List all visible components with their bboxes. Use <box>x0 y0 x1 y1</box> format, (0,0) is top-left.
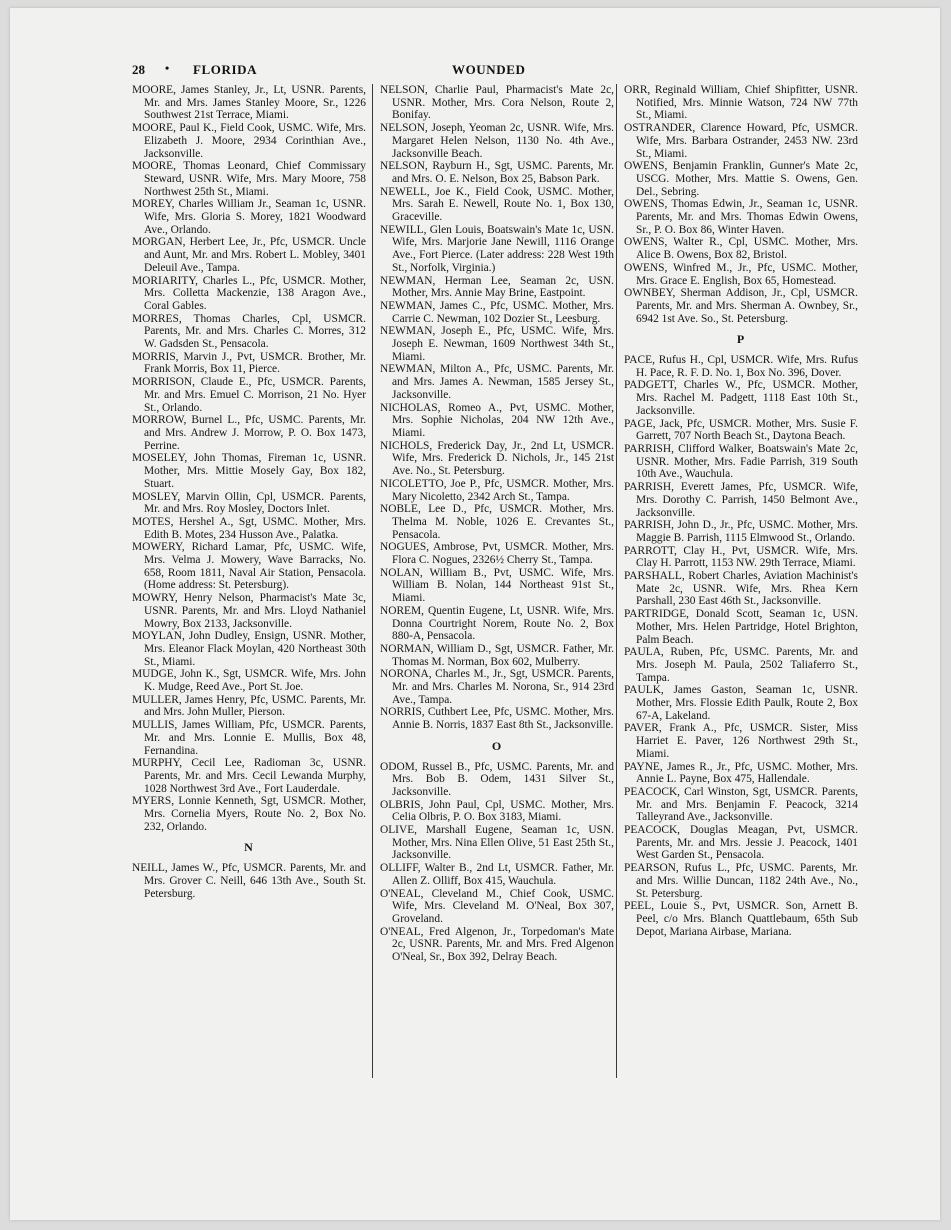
casualty-entry: NORRIS, Cuthbert Lee, Pfc, USMC. Mother, Mrs. Annie B. Norris, 1837 East 8th St., Jacksonville. <box>380 706 614 732</box>
casualty-entry: MORRIS, Marvin J., Pvt, USMCR. Brother, Mr. Frank Morris, Box 11, Pierce. <box>132 350 366 376</box>
casualty-entry: NEWMAN, Milton A., Pfc, USMC. Parents, Mr. and Mrs. James A. Newman, 1585 Jersey St., Jacksonville. <box>380 363 614 401</box>
casualty-entry: NOBLE, Lee D., Pfc, USMCR. Mother, Mrs. Thelma M. Noble, 1026 E. Crevantes St., Pensacola. <box>380 503 614 541</box>
casualty-entry: OLLIFF, Walter B., 2nd Lt, USMCR. Father, Mr. Allen Z. Olliff, Box 415, Wauchula. <box>380 862 614 887</box>
page-number: 28 <box>132 62 145 77</box>
casualty-entry: NICOLETTO, Joe P., Pfc, USMCR. Mother, Mrs. Mary Nicoletto, 2342 Arch St., Tampa. <box>380 477 614 503</box>
casualty-entry: NEWELL, Joe K., Field Cook, USMC. Mother, Mrs. Sarah E. Newell, Route No. 1, Box 130, Graceville. <box>380 185 614 224</box>
column-2 <box>380 84 614 964</box>
casualty-entry: NEILL, James W., Pfc, USMCR. Parents, Mr. and Mrs. Grover C. Neill, 646 13th Ave., South St. Petersburg. <box>132 862 366 900</box>
casualty-entry: PACE, Rufus H., Cpl, USMCR. Wife, Mrs. Rufus H. Pace, R. F. D. No. 1, Box No. 396, Dover. <box>624 354 858 379</box>
casualty-entry: PAULK, James Gaston, Seaman 1c, USNR. Mother, Mrs. Flossie Edith Paulk, Route 2, Box 67-A, Lakeland. <box>624 684 858 722</box>
section-letter: O <box>491 738 503 753</box>
casualty-entry: NELSON, Joseph, Yeoman 2c, USNR. Wife, Mrs. Margaret Helen Nelson, 1130 No. 4th Ave., Jacksonville Beach. <box>380 122 614 160</box>
casualty-entry: O'NEAL, Cleveland M., Chief Cook, USMC. Wife, Mrs. Cleveland M. O'Neal, Box 307, Groveland. <box>380 887 614 925</box>
casualty-entry: MOTES, Hershel A., Sgt, USMC. Mother, Mrs. Edith B. Motes, 234 Husson Ave., Palatka. <box>132 515 366 541</box>
column-divider <box>616 84 617 1078</box>
casualty-entry: PAYNE, James R., Jr., Pfc, USMC. Mother, Mrs. Annie L. Payne, Box 475, Hallendale. <box>624 760 858 786</box>
state-heading: FLORIDA <box>193 62 258 77</box>
casualty-entry: ODOM, Russel B., Pfc, USMC. Parents, Mr. and Mrs. Bob B. Odem, 1431 Silver St., Jacksonville. <box>380 760 614 798</box>
casualty-entry: NOLAN, William B., Pvt, USMC. Wife, Mrs. William B. Nolan, 144 Northeast 91st St., Miami. <box>380 566 614 605</box>
column-1 <box>132 84 366 900</box>
casualty-entry: MOORE, Thomas Leonard, Chief Commissary Steward, USNR. Wife, Mrs. Mary Moore, 758 Northwest 25th St., Miami. <box>132 160 366 198</box>
casualty-entry: PEEL, Louie S., Pvt, USMCR. Son, Arnett B. Peel, c/o Mrs. Blanch Quattlebaum, 65th Sub Depot, Mariana Airbase, Mariana. <box>624 900 858 938</box>
casualty-entry: MOORE, Paul K., Field Cook, USMC. Wife, Mrs. Elizabeth J. Moore, 2934 Corinthian Ave., Jacksonville. <box>132 122 366 160</box>
casualty-entry: MOWERY, Richard Lamar, Pfc, USMC. Wife, Mrs. Velma J. Mowery, Wave Barracks, No. 658, Room 1811, Naval Air Station, Pensacola. (Home address: St. Petersburg). <box>132 541 366 592</box>
casualty-entry: MOORE, James Stanley, Jr., Lt, USNR. Parents, Mr. and Mrs. James Stanley Moore, Sr., 1226 Southwest 21st Terrace, Miami. <box>132 84 366 122</box>
casualty-entry: OLBRIS, John Paul, Cpl, USMC. Mother, Mrs. Celia Olbris, P. O. Box 3183, Miami. <box>380 798 614 824</box>
casualty-entry: PAVER, Frank A., Pfc, USMCR. Sister, Miss Harriet E. Paver, 126 Northwest 29th St., Miami. <box>624 722 858 760</box>
casualty-entry: NEWMAN, Herman Lee, Seaman 2c, USN. Mother, Mrs. Annie May Brine, Eastpoint. <box>380 274 614 300</box>
section-heading: WOUNDED <box>452 62 526 77</box>
casualty-entry: NOREM, Quentin Eugene, Lt, USNR. Wife, Mrs. Donna Courtright Norem, Route No. 2, Box 880-A, Pensacola. <box>380 604 614 643</box>
section-letter: N <box>244 840 254 855</box>
casualty-entry: PARRISH, John D., Jr., Pfc, USMC. Mother, Mrs. Maggie B. Parrish, 1115 Elmwood St., Orlando. <box>624 519 858 544</box>
casualty-entry: PARSHALL, Robert Charles, Aviation Machinist's Mate 2c, USNR. Wife, Mrs. Rhea Kern Parshall, 230 East 46th St., Jacksonville. <box>624 570 858 608</box>
casualty-entry: NEWMAN, James C., Pfc, USMC. Mother, Mrs. Carrie C. Newman, 102 Dozier St., Leesburg. <box>380 299 614 325</box>
casualty-entry: MORRISON, Claude E., Pfc, USMCR. Parents, Mr. and Mrs. Emuel C. Morrison, 21 No. Hyer St., Orlando. <box>132 376 366 414</box>
casualty-entry: MORROW, Burnel L., Pfc, USMC. Parents, Mr. and Mrs. Andrew J. Morrow, P. O. Box 1473, Perrine. <box>132 414 366 452</box>
casualty-entry: OWENS, Walter R., Cpl, USMC. Mother, Mrs. Alice B. Owens, Box 82, Bristol. <box>624 236 858 262</box>
casualty-entry: MOSELEY, John Thomas, Fireman 1c, USNR. Mother, Mrs. Mittie Mosely Gay, Box 182, Stuart. <box>132 452 366 490</box>
casualty-entry: OWNBEY, Sherman Addison, Jr., Cpl, USMCR. Parents, Mr. and Mrs. Sherman A. Ownbey, Sr., 6942 1st Ave. So., St. Petersburg. <box>624 287 858 325</box>
casualty-entry: O'NEAL, Fred Algenon, Jr., Torpedoman's Mate 2c, USNR. Parents, Mr. and Mrs. Fred Algenon O'Neal, Sr., Box 392, Delray Beach. <box>380 925 614 964</box>
casualty-entry: NORONA, Charles M., Jr., Sgt, USMCR. Parents, Mr. and Mrs. Charles M. Norona, Sr., 914 23rd Ave., Tampa. <box>380 668 614 706</box>
casualty-entry: MULLER, James Henry, Pfc, USMC. Parents, Mr. and Mrs. John Muller, Pierson. <box>132 693 366 719</box>
column-3 <box>624 84 858 938</box>
casualty-entry: PEARSON, Rufus L., Pfc, USMC. Parents, Mr. and Mrs. Willie Duncan, 1182 24th Ave., No., St. Petersburg. <box>624 862 858 900</box>
casualty-entry: PEACOCK, Douglas Meagan, Pvt, USMCR. Parents, Mr. and Mrs. Jessie J. Peacock, 1401 West Garden St., Pensacola. <box>624 824 858 862</box>
casualty-entry: NICHOLAS, Romeo A., Pvt, USMC. Mother, Mrs. Sophie Nicholas, 204 NW 12th Ave., Miami. <box>380 401 614 439</box>
casualty-entry: NICHOLS, Frederick Day, Jr., 2nd Lt, USMCR. Wife, Mrs. Frederick D. Nichols, Jr., 145 21st Ave. No., St. Petersburg. <box>380 439 614 478</box>
casualty-entry: PAULA, Ruben, Pfc, USMC. Parents, Mr. and Mrs. Joseph M. Paula, 2502 Taliaferro St., Tampa. <box>624 646 858 684</box>
casualty-entry: PARROTT, Clay H., Pvt, USMCR. Wife, Mrs. Clay H. Parrott, 1153 NW. 29th Terrace, Miami. <box>624 544 858 570</box>
casualty-entry: MYERS, Lonnie Kenneth, Sgt, USMCR. Mother, Mrs. Cornelia Myers, Route No. 2, Box No. 232, Orlando. <box>132 795 366 833</box>
casualty-entry: PADGETT, Charles W., Pfc, USMCR. Mother, Mrs. Rachel M. Padgett, 1118 East 10th St., Jacksonville. <box>624 379 858 417</box>
casualty-entry: OSTRANDER, Clarence Howard, Pfc, USMCR. Wife, Mrs. Barbara Ostrander, 2453 NW. 23rd St., Miami. <box>624 122 858 160</box>
casualty-entry: PARTRIDGE, Donald Scott, Seaman 1c, USN. Mother, Mrs. Helen Partridge, Hotel Brighton, Palm Beach. <box>624 608 858 646</box>
casualty-entry: OWENS, Winfred M., Jr., Pfc, USMC. Mother, Mrs. Grace E. English, Box 65, Homestead. <box>624 261 858 287</box>
casualty-entry: ORR, Reginald William, Chief Shipfitter, USNR. Notified, Mrs. Minnie Watson, 724 NW 77th St., Miami. <box>624 84 858 122</box>
casualty-entry: NELSON, Rayburn H., Sgt, USMC. Parents, Mr. and Mrs. O. E. Nelson, Box 25, Babson Park. <box>380 160 614 185</box>
casualty-entry: MORIARITY, Charles L., Pfc, USMCR. Mother, Mrs. Colletta Mackenzie, 138 Aragon Ave., Coral Gables. <box>132 274 366 312</box>
casualty-entry: MULLIS, James William, Pfc, USMCR. Parents, Mr. and Mrs. Lonnie E. Mullis, Box 48, Fernandina. <box>132 719 366 757</box>
casualty-entry: MUDGE, John K., Sgt, USMCR. Wife, Mrs. John K. Mudge, Reed Ave., Port St. Joe. <box>132 668 366 694</box>
casualty-entry: PARRISH, Clifford Walker, Boatswain's Mate 2c, USNR. Mother, Mrs. Fadie Parrish, 319 South 10th Ave., Wauchula. <box>624 442 858 481</box>
casualty-entry: PARRISH, Everett James, Pfc, USMCR. Wife, Mrs. Dorothy C. Parrish, 1450 Belmont Ave., Jacksonville. <box>624 481 858 519</box>
column-divider <box>372 84 373 1078</box>
casualty-entry: NEWILL, Glen Louis, Boatswain's Mate 1c, USN. Wife, Mrs. Marjorie Jane Newill, 1116 Orange Ave., Fort Pierce. (Later address: 228 West 19th St., Norfolk, Virginia.) <box>380 223 614 274</box>
header-bullet: • <box>165 61 170 75</box>
casualty-entry: OWENS, Thomas Edwin, Jr., Seaman 1c, USNR. Parents, Mr. and Mrs. Thomas Edwin Owens, Sr., P. O. Box 86, Winter Haven. <box>624 198 858 236</box>
casualty-entry: NOGUES, Ambrose, Pvt, USMCR. Mother, Mrs. Flora C. Nogues, 2326½ Cherry St., Tampa. <box>380 541 614 567</box>
casualty-entry: OWENS, Benjamin Franklin, Gunner's Mate 2c, USCG. Mother, Mrs. Mattie S. Owens, Gen. Del., Sebring. <box>624 160 858 198</box>
casualty-entry: MOREY, Charles William Jr., Seaman 1c, USNR. Wife, Mrs. Gloria S. Morey, 1821 Woodward Ave., Orlando. <box>132 198 366 236</box>
casualty-entry: PAGE, Jack, Pfc, USMCR. Mother, Mrs. Susie F. Garrett, 707 North Beach St., Daytona Beach. <box>624 417 858 443</box>
casualty-entry: NEWMAN, Joseph E., Pfc, USMC. Wife, Mrs. Joseph E. Newman, 1609 Northwest 34th St., Miami. <box>380 325 614 363</box>
casualty-entry: OLIVE, Marshall Eugene, Seaman 1c, USN. Mother, Mrs. Nina Ellen Olive, 51 East 25th St., Jacksonville. <box>380 824 614 862</box>
casualty-entry: MOWRY, Henry Nelson, Pharmacist's Mate 3c, USNR. Parents, Mr. and Mrs. Lloyd Nathaniel Mowry, Box 2133, Jacksonville. <box>132 592 366 630</box>
page-header <box>132 62 860 80</box>
casualty-entry: MORRES, Thomas Charles, Cpl, USMCR. Parents, Mr. and Mrs. Charles C. Morres, 312 W. Gadsden St., Pensacola. <box>132 312 366 351</box>
casualty-entry: MURPHY, Cecil Lee, Radioman 3c, USNR. Parents, Mr. and Mrs. Cecil Lewanda Murphy, 1028 Northwest 3rd Ave., Fort Lauderdale. <box>132 757 366 795</box>
section-letter: P <box>736 332 746 347</box>
casualty-entry: PEACOCK, Carl Winston, Sgt, USMCR. Parents, Mr. and Mrs. Benjamin F. Peacock, 3214 Talleyrand Ave., Jacksonville. <box>624 785 858 824</box>
casualty-entry: MOSLEY, Marvin Ollin, Cpl, USMCR. Parents, Mr. and Mrs. Roy Mosley, Doctors Inlet. <box>132 490 366 516</box>
casualty-entry: MORGAN, Herbert Lee, Jr., Pfc, USMCR. Uncle and Aunt, Mr. and Mrs. Robert L. Mobley, 3401 Deleuil Ave., Tampa. <box>132 236 366 274</box>
casualty-entry: NORMAN, William D., Sgt, USMCR. Father, Mr. Thomas M. Norman, Box 602, Mulberry. <box>380 642 614 668</box>
casualty-entry: NELSON, Charlie Paul, Pharmacist's Mate 2c, USNR. Mother, Mrs. Cora Nelson, Route 2, Bonifay. <box>380 84 614 122</box>
casualty-entry: MOYLAN, John Dudley, Ensign, USNR. Mother, Mrs. Eleanor Flack Moylan, 420 Northeast 30th St., Miami. <box>132 630 366 668</box>
